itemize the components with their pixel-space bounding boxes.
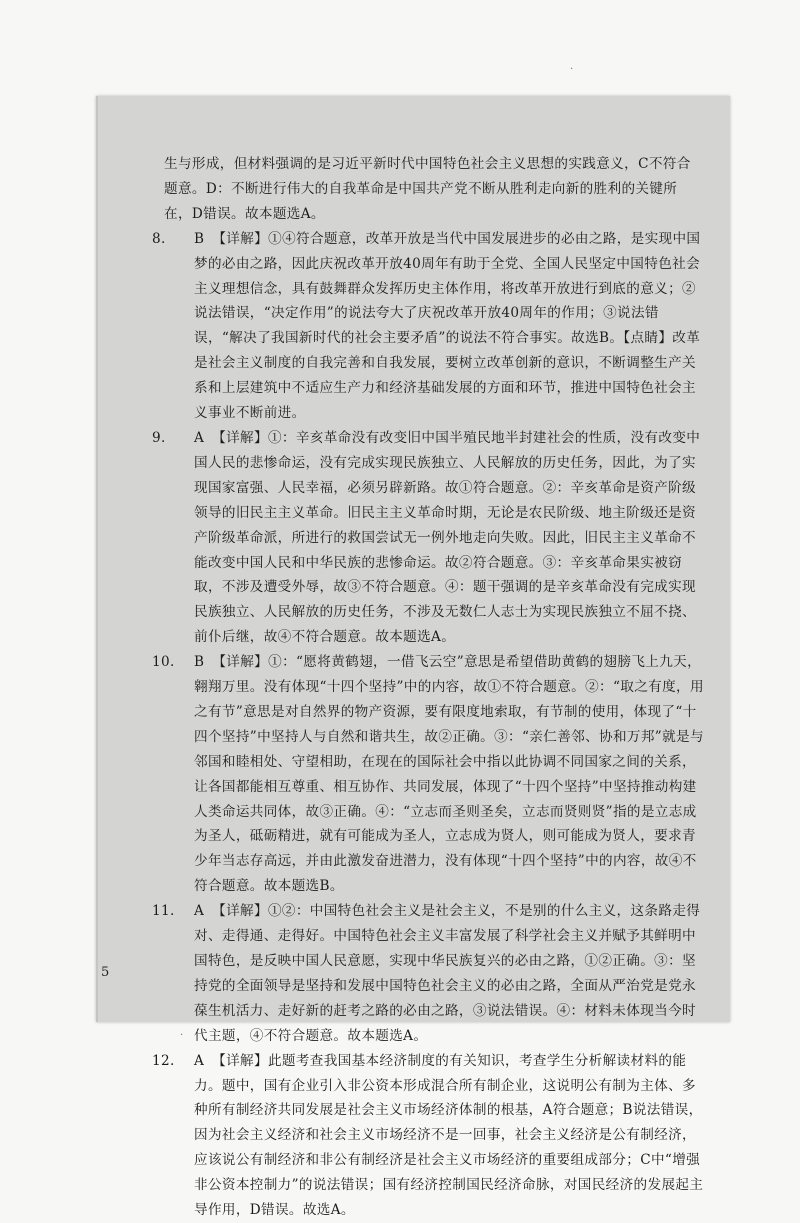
item-explanation: 此题考查我国基本经济制度的有关知识，考查学生分析解读材料的能力。题中，国有企业引入非公资本形成混合所有制企业，这说明公有制为主体、多种所有制经济共同发展是社会主义市场经济体制的根基，A符合题意；B说法错误，因为社会主义经济和社会主义市场经济不是一回事，社会主义经济是公有制经济，应该说公有制经济和非公有制经济是社会主义市场经济的重要组成部分；C中“增强非公资本控制力”的说法错误；国有经济控制国民经济命脉，对国民经济的发展起主导作用，D错误。故选A。: [194, 1052, 704, 1219]
item-number: 8.: [152, 230, 166, 247]
item-explanation: ①④符合题意，改革开放是当代中国发展进步的必由之路，是实现中国梦的必由之路，因此庆祝改革开放40周年有助于全党、全国人民坚定中国特色社会主义理想信念，具有鼓舞群众发挥历史主体作用，将改革开放进行到底的意义；②说法错误，“决定作用”的说法夸大了庆祝改革开放40周年的作用；③说法错误，“解决了我国新时代的社会主要矛盾”的说法不符合事实。故选B。【点睛】改革是社会主义制度的自我完善和自我发展，要树立改革创新的意识，不断调整生产关系和上层建筑中不适应生产力和经济基础发展的方面和环节，推进中国特色社会主义事业不断前进。: [194, 230, 701, 422]
answer-item-8: [152, 227, 704, 426]
item-tag: 【详解】: [212, 654, 269, 671]
item-answer: A: [194, 429, 205, 446]
scan-speck: ·: [180, 1030, 184, 1041]
item-number: 11.: [152, 903, 175, 920]
item-tag: 【详解】: [212, 903, 268, 920]
item-tag: 【详解】: [212, 429, 268, 446]
item-explanation: ①：辛亥革命没有改变旧中国半殖民地半封建社会的性质，没有改变中国人民的悲惨命运，没有完成实现民族独立、人民解放的历史任务，因此，为了实现国家富强、人民幸福，必须另辟新路。故①符合题意。②：辛亥革命是资产阶级领导的旧民主主义革命。旧民主主义革命时期，无论是农民阶级、地主阶级还是资产阶级革命派，所进行的救国尝试无一例外地走向失败。因此，旧民主主义革命不能改变中国人民和中华民族的悲惨命运。故②符合题意。③：辛亥革命果实被窃取，不涉及遭受外辱，故③不符合题意。④：题干强调的是辛亥革命没有完成实现民族独立、人民解放的历史任务，不涉及无数仁人志士为实现民族独立不屈不挠、前仆后继，故④不符合题意。故本题选A。: [194, 429, 701, 646]
item-explanation: ①②：中国特色社会主义是社会主义，不是别的什么主义，这条路走得对、走得通、走得好。中国特色社会主义丰富发展了科学社会主义并赋予其鲜明中国特色，是反映中国人民意愿，实现中华民族复兴的必由之路，①②正确。③：坚持党的全面领导是坚持和发展中国特色社会主义的必由之路，全面从严治党是党永葆生机活力、走好新的赶考之路的必由之路，③说法错误。④：材料未体现当今时代主题，④不符合题意。故本题选A。: [194, 903, 701, 1044]
intro-paragraph: 生与形成，但材料强调的是习近平新时代中国特色社会主义思想的实践意义，C不符合题意。D：不断进行伟大的自我革命是中国共产党不断从胜利走向新的胜利的关键所在，D错误。故本题选A。: [164, 156, 691, 222]
answer-item-12: [152, 1049, 704, 1223]
answer-item-10: [152, 650, 704, 899]
item-number: 9.: [152, 429, 166, 446]
item-number: 10.: [152, 654, 175, 671]
page-number: 5: [101, 965, 110, 980]
item-number: 12.: [152, 1052, 175, 1069]
item-answer: B: [194, 654, 205, 671]
answer-item-9: [152, 426, 704, 650]
item-answer: B: [194, 230, 205, 247]
item-answer: A: [194, 903, 205, 920]
item-explanation: ①：“愿将黄鹤翅，一借飞云空”意思是希望借助黄鹤的翅膀飞上九天，翱翔万里。没有体现“十四个坚持”中的内容，故①不符合题意。②：“取之有度，用之有节”意思是对自然界的物产资源，要有限度地索取，有节制的使用，体现了“十四个坚持”中坚持人与自然和谐共生，故②正确。③：“亲仁善邻、协和万邦”就是与邻国和睦相处、守望相助，在现在的国际社会中指以此协调不同国家之间的关系，让各国都能相互尊重、相互协作、共同发展，体现了“十四个坚持”中坚持推动构建人类命运共同体，故③正确。④：“立志而圣则圣矣，立志而贤则贤”指的是立志成为圣人，砥砺精进，就有可能成为圣人，立志成为贤人，则可能成为贤人，要求青少年当志存高远，并由此激发奋进潜力，没有体现“十四个坚持”中的内容，故④不符合题意。故本题选B。: [194, 654, 704, 895]
item-answer: A: [194, 1052, 205, 1069]
answer-text-block: [152, 152, 704, 1223]
item-tag: 【详解】: [212, 230, 269, 247]
scan-speck: ·: [570, 64, 574, 75]
item-tag: 【详解】: [212, 1052, 268, 1069]
answer-item-11: [152, 899, 704, 1048]
